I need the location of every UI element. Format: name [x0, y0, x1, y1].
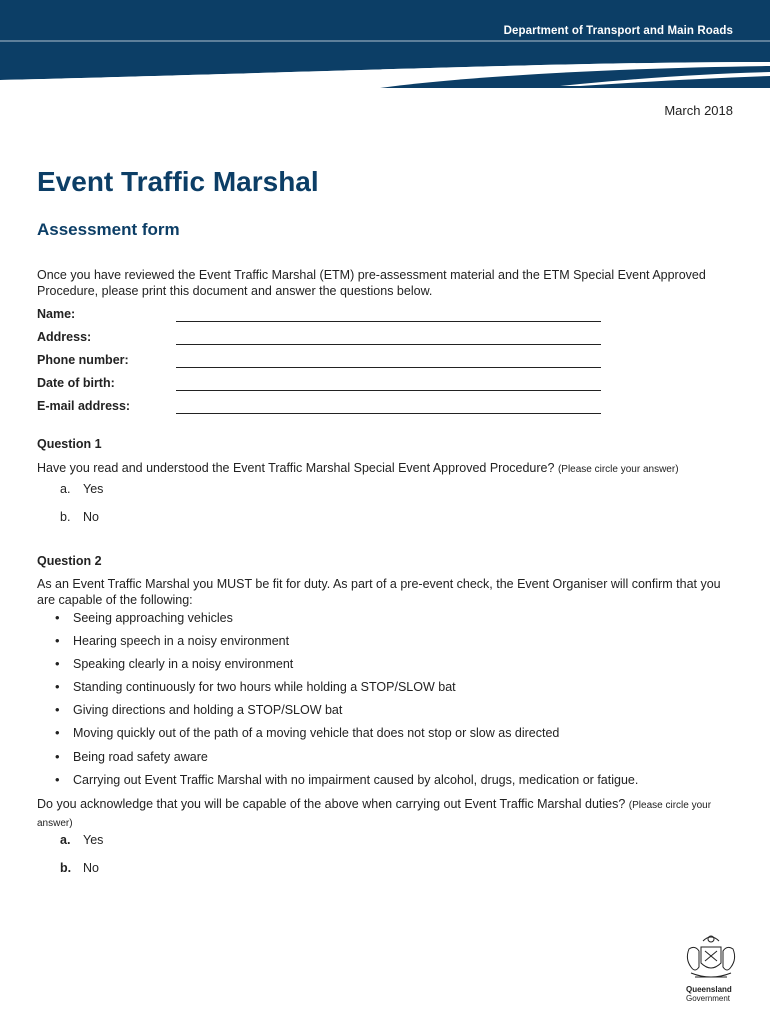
list-item: • Standing continuously for two hours while holding a STOP/SLOW bat: [55, 677, 638, 700]
page-title: Event Traffic Marshal: [37, 166, 319, 197]
question-2-acknowledge: [37, 796, 737, 832]
option-label: Yes: [83, 482, 104, 496]
option-letter: b.: [60, 861, 72, 875]
question-1-option-no[interactable]: [60, 510, 99, 524]
list-item: • Speaking clearly in a noisy environment: [55, 654, 638, 677]
name-input-line[interactable]: [176, 321, 601, 322]
dob-input-line[interactable]: [176, 390, 601, 391]
list-item: • Carrying out Event Traffic Marshal with no impairment caused by alcohol, drugs, medication or fatigue.: [55, 770, 638, 793]
question-2-text: As an Event Traffic Marshal you MUST be fit for duty. As part of a pre-event check, the Event Organiser will confirm that you are capable of the following:: [37, 577, 721, 607]
question-2-heading: Question 2: [37, 554, 102, 568]
question-1-prompt: Have you read and understood the Event Traffic Marshal Special Event Approved Procedure?: [37, 461, 555, 475]
option-label: No: [83, 861, 99, 875]
department-name: Department of Transport and Main Roads: [503, 25, 733, 37]
wordmark-line-1: Queensland: [686, 985, 732, 994]
field-label: Name:: [37, 307, 76, 321]
option-letter: a.: [60, 833, 71, 847]
question-1-text: [37, 460, 737, 478]
field-label: Date of birth:: [37, 376, 115, 390]
capability-list: [55, 608, 638, 793]
document-date: March 2018: [664, 103, 733, 118]
address-field[interactable]: [37, 330, 601, 350]
option-label: No: [83, 510, 99, 524]
queensland-government-wordmark: [686, 985, 732, 1003]
option-label: Yes: [83, 833, 104, 847]
question-2-option-no[interactable]: [60, 861, 99, 875]
wordmark-line-2: Government: [686, 994, 731, 1003]
acknowledge-note: (Please circle your answer): [37, 800, 712, 829]
field-label: Phone number:: [37, 353, 129, 367]
field-label: Address:: [37, 330, 92, 344]
list-item: • Giving directions and holding a STOP/SLOW bat: [55, 700, 638, 723]
option-letter: b.: [60, 510, 71, 524]
list-item: • Hearing speech in a noisy environment: [55, 631, 638, 654]
list-item: • Moving quickly out of the path of a moving vehicle that does not stop or slow as directed: [55, 723, 638, 746]
dob-field[interactable]: [37, 376, 601, 396]
banner-swoosh-graphic: [0, 0, 770, 92]
list-item: • Seeing approaching vehicles: [55, 608, 638, 631]
email-field[interactable]: [37, 399, 601, 419]
phone-input-line[interactable]: [176, 367, 601, 368]
option-letter: a.: [60, 482, 71, 496]
name-field[interactable]: [37, 307, 601, 327]
address-input-line[interactable]: [176, 344, 601, 345]
question-2-option-yes[interactable]: [60, 833, 103, 847]
page-subtitle: Assessment form: [37, 220, 180, 239]
field-label: E-mail address:: [37, 399, 131, 413]
acknowledge-prompt: Do you acknowledge that you will be capable of the above when carrying out Event Traffic Marshal duties?: [37, 797, 626, 811]
email-input-line[interactable]: [176, 413, 601, 414]
phone-field[interactable]: [37, 353, 601, 373]
question-1-option-yes[interactable]: [60, 482, 103, 496]
list-item: • Being road safety aware: [55, 747, 638, 770]
intro-paragraph: Once you have reviewed the Event Traffic Marshal (ETM) pre-assessment material and the ETM Special Event Approved Procedure, please print this document and answer the questions below.: [37, 268, 706, 298]
header-banner: [0, 0, 770, 92]
question-1-heading: Question 1: [37, 437, 102, 451]
question-1-note: (Please circle your answer): [557, 464, 679, 475]
